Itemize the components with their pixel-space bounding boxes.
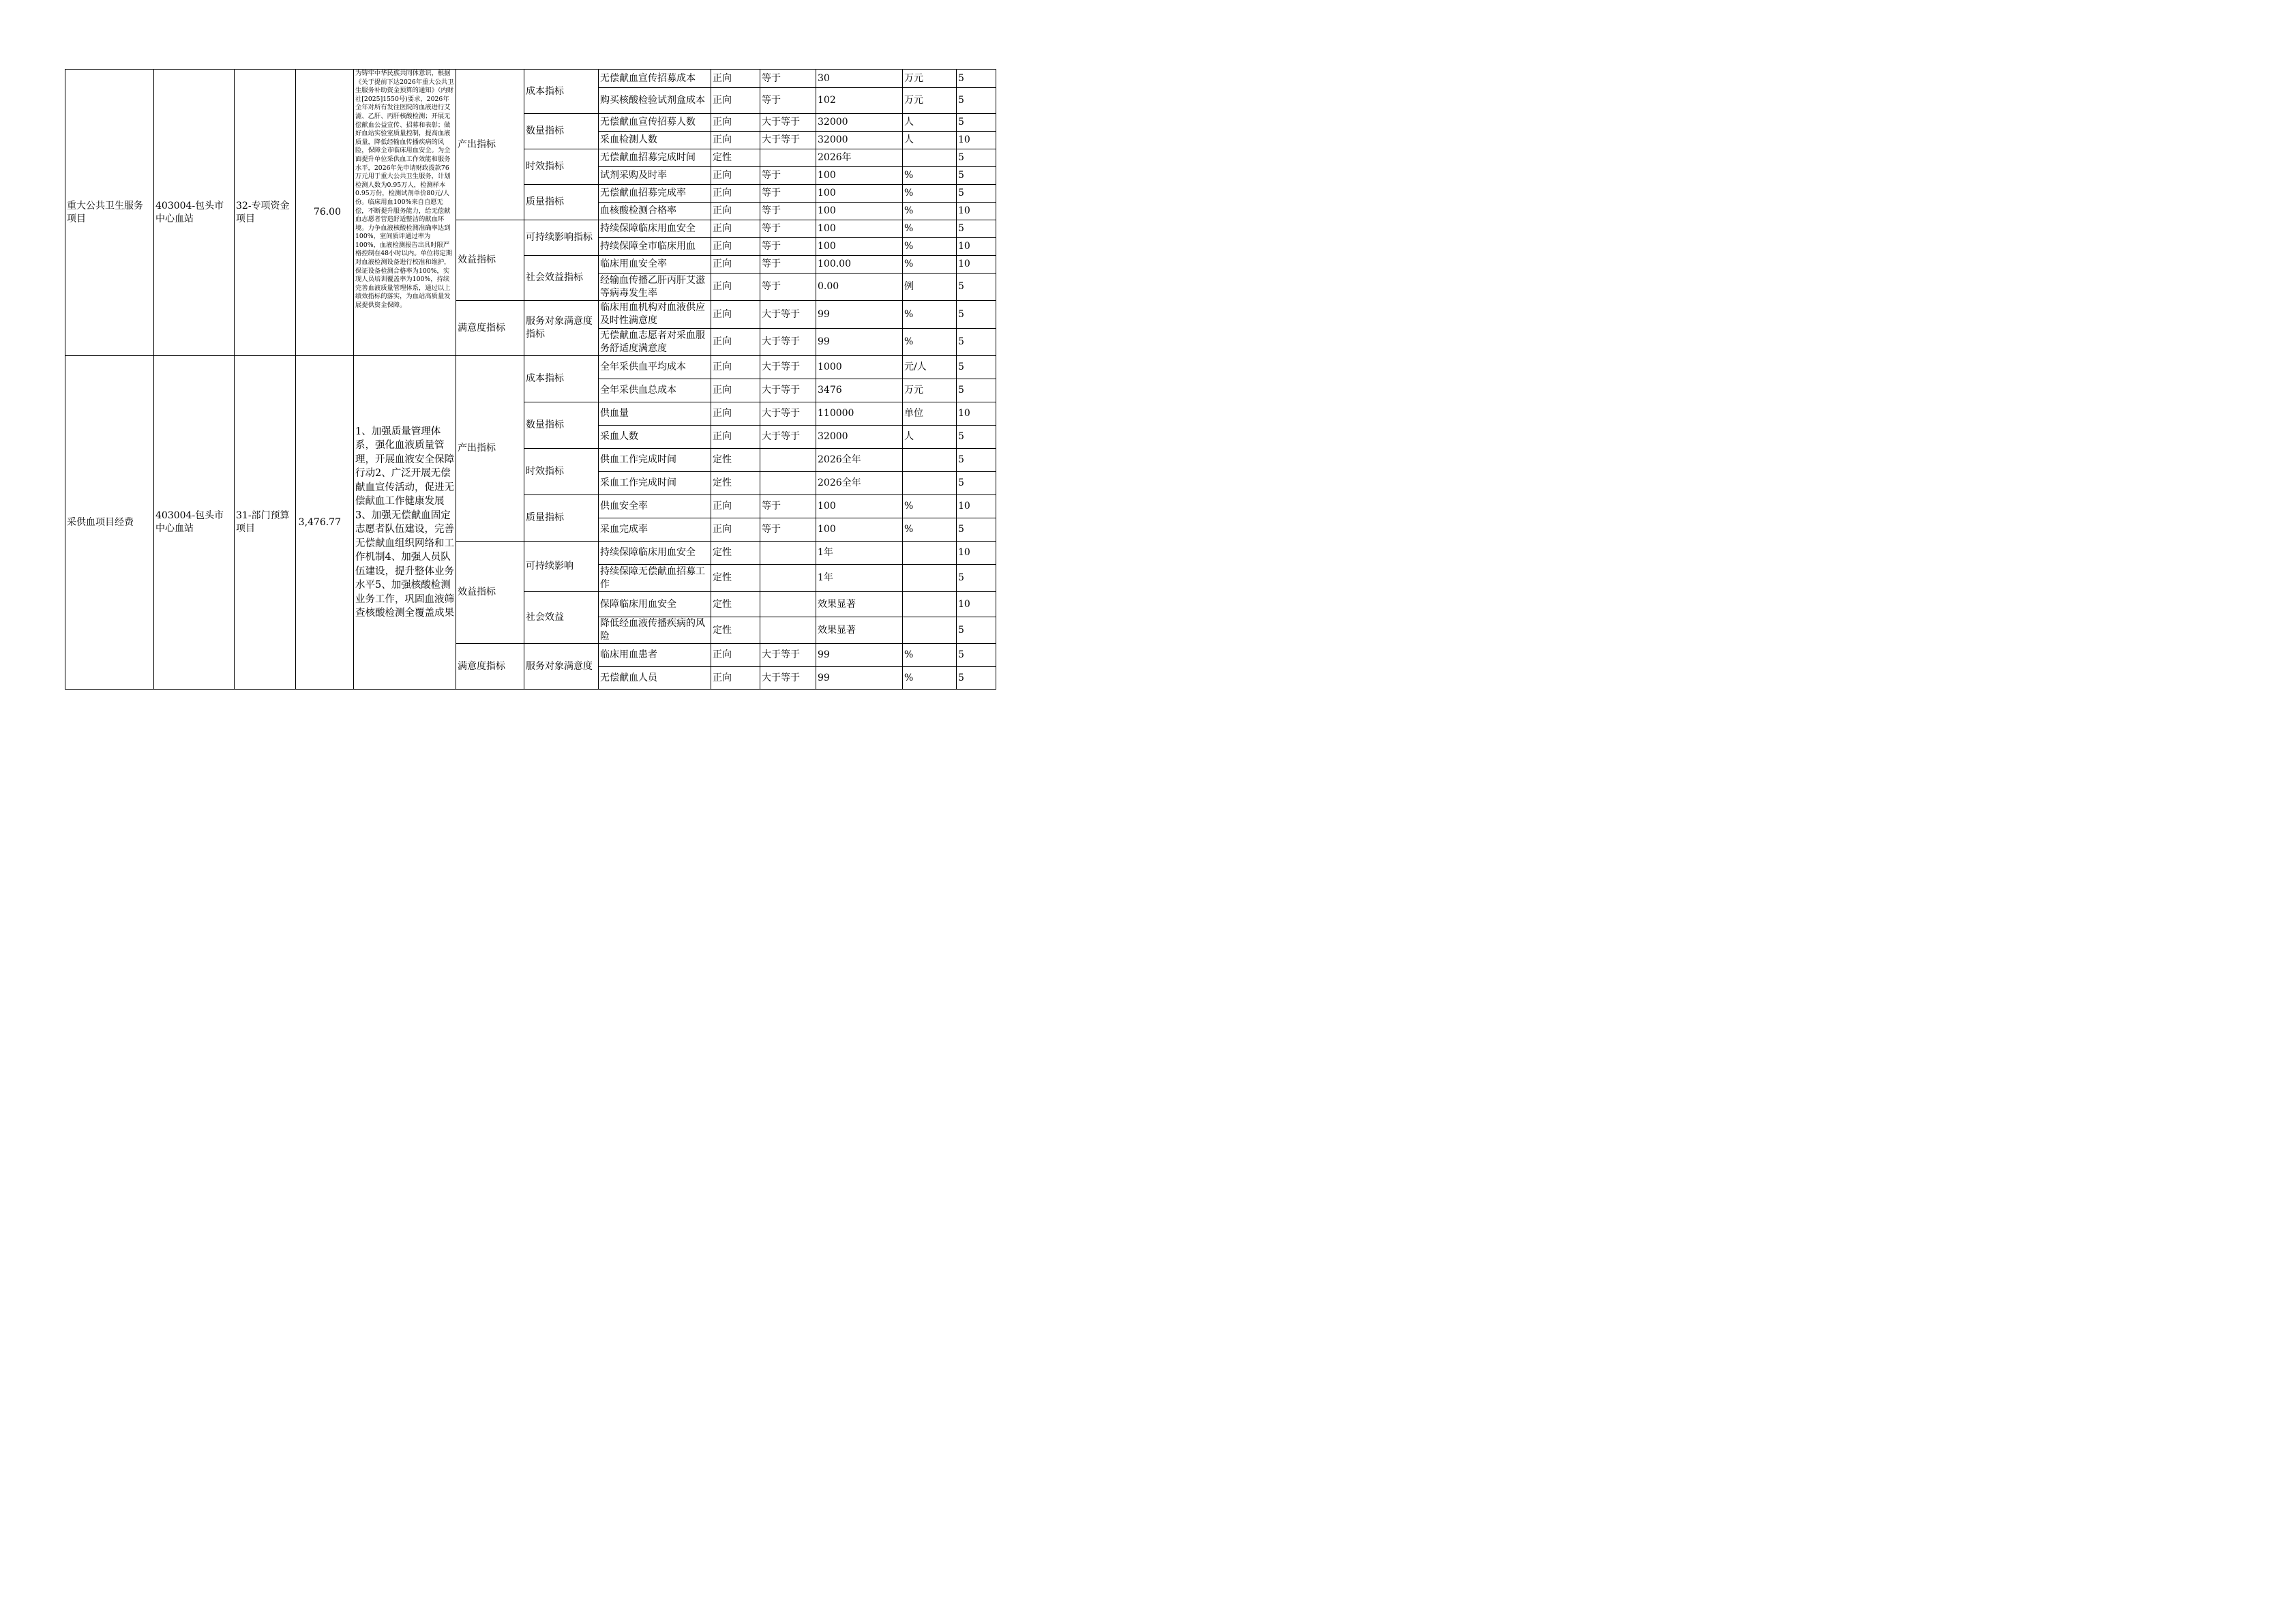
indicator-name: 无偿献血招募完成率: [599, 185, 711, 203]
project-goal: 1、加强质量管理体系，强化血液质量管理，开展血液安全保障行动2、广泛开展无偿献血宣传活动，促进无偿献血工作健康发展3、加强无偿献血固定志愿者队伍建设，完善无偿献血组织网络和工作机制4、加强人员队伍建设，提升整体业务水平5、加强核酸检测业务工作，巩固血液筛查核酸检测全覆盖成果: [354, 356, 456, 690]
indicator-value: 100: [816, 518, 903, 542]
project-unit: 403004-包头市中心血站: [154, 70, 235, 356]
project-name: 采供血项目经费: [65, 356, 154, 690]
indicator-weight: 10: [957, 542, 996, 565]
indicator-value: 效果显著: [816, 592, 903, 617]
indicator-unit: %: [903, 167, 957, 185]
indicator-value: 2026年: [816, 149, 903, 167]
level2-indicator: 社会效益: [524, 592, 599, 644]
indicator-unit: [903, 149, 957, 167]
indicator-weight: 10: [957, 592, 996, 617]
indicator-weight: 10: [957, 132, 996, 149]
indicator-name: 无偿献血宣传招募人数: [599, 114, 711, 132]
indicator-operator: 大于等于: [760, 132, 816, 149]
indicator-weight: 5: [957, 220, 996, 238]
project-amount: 3,476.77: [296, 356, 354, 690]
indicator-value: 2026全年: [816, 449, 903, 472]
indicator-value: 110000: [816, 402, 903, 426]
indicator-direction: 正向: [711, 274, 760, 301]
indicator-value: 100: [816, 185, 903, 203]
performance-goal-table: [65, 69, 996, 690]
indicator-weight: 10: [957, 238, 996, 256]
indicator-direction: 定性: [711, 449, 760, 472]
indicator-weight: 10: [957, 203, 996, 220]
indicator-value: 100: [816, 495, 903, 518]
indicator-value: 99: [816, 301, 903, 329]
indicator-unit: %: [903, 256, 957, 274]
indicator-operator: 大于等于: [760, 114, 816, 132]
indicator-value: 99: [816, 644, 903, 667]
level1-indicator: 满意度指标: [456, 644, 524, 690]
level2-indicator: 数量指标: [524, 402, 599, 449]
indicator-value: 99: [816, 667, 903, 690]
table-row: [65, 70, 996, 88]
indicator-name: 无偿献血志愿者对采血服务舒适度满意度: [599, 329, 711, 356]
project-amount: 76.00: [296, 70, 354, 356]
indicator-weight: 5: [957, 185, 996, 203]
level2-indicator: 时效指标: [524, 449, 599, 495]
indicator-unit: 单位: [903, 402, 957, 426]
indicator-value: 102: [816, 88, 903, 114]
indicator-operator: [760, 149, 816, 167]
level2-indicator: 服务对象满意度指标: [524, 301, 599, 356]
indicator-weight: 10: [957, 495, 996, 518]
indicator-name: 采血工作完成时间: [599, 472, 711, 495]
indicator-value: 3476: [816, 379, 903, 402]
indicator-operator: 等于: [760, 256, 816, 274]
indicator-unit: %: [903, 329, 957, 356]
indicator-name: 临床用血患者: [599, 644, 711, 667]
level2-indicator: 成本指标: [524, 356, 599, 402]
indicator-name: 采血人数: [599, 426, 711, 449]
indicator-unit: 人: [903, 114, 957, 132]
level2-indicator: 时效指标: [524, 149, 599, 185]
indicator-weight: 10: [957, 256, 996, 274]
indicator-name: 试剂采购及时率: [599, 167, 711, 185]
indicator-direction: 定性: [711, 542, 760, 565]
indicator-unit: 万元: [903, 379, 957, 402]
level1-indicator: 满意度指标: [456, 301, 524, 356]
indicator-name: 临床用血机构对血液供应及时性满意度: [599, 301, 711, 329]
indicator-value: 1年: [816, 542, 903, 565]
indicator-name: 无偿献血招募完成时间: [599, 149, 711, 167]
project-unit: 403004-包头市中心血站: [154, 356, 235, 690]
indicator-name: 持续保障临床用血安全: [599, 220, 711, 238]
level2-indicator: 服务对象满意度: [524, 644, 599, 690]
indicator-direction: 正向: [711, 185, 760, 203]
indicator-direction: 正向: [711, 256, 760, 274]
indicator-name: 保障临床用血安全: [599, 592, 711, 617]
indicator-direction: 正向: [711, 329, 760, 356]
indicator-name: 无偿献血宣传招募成本: [599, 70, 711, 88]
indicator-name: 采血完成率: [599, 518, 711, 542]
indicator-unit: %: [903, 644, 957, 667]
indicator-value: 1000: [816, 356, 903, 379]
indicator-name: 持续保障临床用血安全: [599, 542, 711, 565]
indicator-operator: 等于: [760, 203, 816, 220]
indicator-unit: [903, 565, 957, 592]
indicator-operator: 大于等于: [760, 329, 816, 356]
indicator-name: 供血工作完成时间: [599, 449, 711, 472]
indicator-value: 100: [816, 167, 903, 185]
indicator-name: 持续保障全市临床用血: [599, 238, 711, 256]
indicator-operator: 大于等于: [760, 379, 816, 402]
indicator-name: 供血安全率: [599, 495, 711, 518]
indicator-name: 临床用血安全率: [599, 256, 711, 274]
level2-indicator: 社会效益指标: [524, 256, 599, 301]
indicator-operator: [760, 565, 816, 592]
indicator-direction: 正向: [711, 356, 760, 379]
indicator-direction: 正向: [711, 70, 760, 88]
indicator-operator: [760, 617, 816, 644]
indicator-unit: %: [903, 301, 957, 329]
level2-indicator: 可持续影响: [524, 542, 599, 592]
indicator-value: 32000: [816, 426, 903, 449]
indicator-operator: 等于: [760, 167, 816, 185]
indicator-operator: 等于: [760, 220, 816, 238]
indicator-weight: 5: [957, 356, 996, 379]
indicator-operator: 大于等于: [760, 356, 816, 379]
indicator-direction: 正向: [711, 379, 760, 402]
indicator-operator: 等于: [760, 88, 816, 114]
indicator-unit: 人: [903, 132, 957, 149]
indicator-operator: [760, 472, 816, 495]
indicator-unit: [903, 592, 957, 617]
indicator-name: 降低经血液传播疾病的风险: [599, 617, 711, 644]
indicator-operator: 等于: [760, 274, 816, 301]
indicator-weight: 5: [957, 426, 996, 449]
indicator-direction: 正向: [711, 402, 760, 426]
indicator-direction: 正向: [711, 518, 760, 542]
indicator-weight: 5: [957, 644, 996, 667]
indicator-value: 99: [816, 329, 903, 356]
indicator-weight: 5: [957, 274, 996, 301]
indicator-weight: 5: [957, 449, 996, 472]
project-type: 32-专项资金项目: [235, 70, 296, 356]
indicator-weight: 5: [957, 149, 996, 167]
indicator-operator: [760, 542, 816, 565]
indicator-direction: 定性: [711, 149, 760, 167]
indicator-unit: [903, 617, 957, 644]
indicator-value: 100: [816, 220, 903, 238]
indicator-value: 100.00: [816, 256, 903, 274]
indicator-direction: 正向: [711, 301, 760, 329]
project-goal: 为铸牢中华民族共同体意识，根据《关于提前下达2026年重大公共卫生服务补助资金预算的通知》（内财社[2025]1550号)要求，2026年全年对所有发往医院的血液进行艾滋、乙肝、丙肝核酸检测；开展无偿献血公益宣传、招募和表彰；做好血站实验室质量控制，提高血液质量，降低经输血传播疾病的风险，保障全市临床用血安全。为全面提升单位采供血工作效能和服务水平，2026年先申请财政拨款76万元用于重大公共卫生服务，计划检测人数为0.95万人，检测样本0.95万份，检测试剂单价80元/人份。临床用血100%来自自愿无偿，不断提升服务能力，给无偿献血志愿者营造舒适整洁的献血环境。力争血液核酸检测准确率达到100%，室间质评通过率为100%，血液检测报告出具时限严格控制在48小时以内。单位将定期对血液检测设备进行校准和维护，保证设备检测合格率为100%，实现人员培训覆盖率为100%，持续完善血液质量管理体系，通过以上绩效指标的落实，为血站高质量发展提供资金保障。: [354, 70, 456, 356]
indicator-name: 供血量: [599, 402, 711, 426]
indicator-value: 32000: [816, 114, 903, 132]
indicator-direction: 正向: [711, 132, 760, 149]
indicator-direction: 正向: [711, 167, 760, 185]
indicator-direction: 正向: [711, 88, 760, 114]
level1-indicator: 产出指标: [456, 70, 524, 220]
level2-indicator: 成本指标: [524, 70, 599, 114]
indicator-value: 效果显著: [816, 617, 903, 644]
indicator-unit: %: [903, 220, 957, 238]
indicator-weight: 5: [957, 379, 996, 402]
indicator-operator: 等于: [760, 495, 816, 518]
indicator-unit: %: [903, 667, 957, 690]
indicator-value: 100: [816, 238, 903, 256]
indicator-unit: %: [903, 518, 957, 542]
indicator-name: 无偿献血人员: [599, 667, 711, 690]
indicator-direction: 定性: [711, 617, 760, 644]
indicator-unit: %: [903, 185, 957, 203]
indicator-direction: 定性: [711, 565, 760, 592]
indicator-operator: 大于等于: [760, 667, 816, 690]
level1-indicator: 效益指标: [456, 542, 524, 644]
indicator-direction: 正向: [711, 667, 760, 690]
indicator-unit: %: [903, 203, 957, 220]
level2-indicator: 质量指标: [524, 495, 599, 542]
indicator-value: 1年: [816, 565, 903, 592]
project-type: 31-部门预算项目: [235, 356, 296, 690]
indicator-name: 持续保障无偿献血招募工作: [599, 565, 711, 592]
indicator-weight: 5: [957, 167, 996, 185]
indicator-unit: %: [903, 238, 957, 256]
level1-indicator: 产出指标: [456, 356, 524, 542]
indicator-direction: 正向: [711, 644, 760, 667]
indicator-unit: [903, 449, 957, 472]
indicator-operator: 等于: [760, 238, 816, 256]
indicator-operator: 等于: [760, 518, 816, 542]
indicator-weight: 10: [957, 402, 996, 426]
indicator-weight: 5: [957, 518, 996, 542]
indicator-direction: 正向: [711, 220, 760, 238]
indicator-direction: 正向: [711, 114, 760, 132]
indicator-weight: 5: [957, 70, 996, 88]
indicator-direction: 定性: [711, 592, 760, 617]
indicator-weight: 5: [957, 301, 996, 329]
indicator-value: 0.00: [816, 274, 903, 301]
indicator-direction: 正向: [711, 426, 760, 449]
indicator-unit: 例: [903, 274, 957, 301]
indicator-operator: 大于等于: [760, 301, 816, 329]
indicator-direction: 正向: [711, 495, 760, 518]
indicator-operator: [760, 592, 816, 617]
indicator-name: 血核酸检测合格率: [599, 203, 711, 220]
indicator-weight: 5: [957, 114, 996, 132]
indicator-direction: 定性: [711, 472, 760, 495]
indicator-weight: 5: [957, 472, 996, 495]
level2-indicator: 质量指标: [524, 185, 599, 220]
indicator-weight: 5: [957, 329, 996, 356]
indicator-name: 全年采供血总成本: [599, 379, 711, 402]
level2-indicator: 数量指标: [524, 114, 599, 149]
indicator-value: 32000: [816, 132, 903, 149]
indicator-unit: %: [903, 495, 957, 518]
indicator-value: 30: [816, 70, 903, 88]
level2-indicator: 可持续影响指标: [524, 220, 599, 256]
indicator-value: 100: [816, 203, 903, 220]
indicator-value: 2026全年: [816, 472, 903, 495]
indicator-direction: 正向: [711, 203, 760, 220]
indicator-unit: [903, 472, 957, 495]
table-row: [65, 356, 996, 379]
indicator-weight: 5: [957, 565, 996, 592]
level1-indicator: 效益指标: [456, 220, 524, 301]
indicator-weight: 5: [957, 667, 996, 690]
indicator-unit: [903, 542, 957, 565]
indicator-name: 经输血传播乙肝丙肝艾滋等病毒发生率: [599, 274, 711, 301]
indicator-unit: 元/人: [903, 356, 957, 379]
indicator-operator: 等于: [760, 185, 816, 203]
indicator-operator: 等于: [760, 70, 816, 88]
indicator-name: 采血检测人数: [599, 132, 711, 149]
indicator-weight: 5: [957, 617, 996, 644]
indicator-name: 全年采供血平均成本: [599, 356, 711, 379]
indicator-operator: 大于等于: [760, 426, 816, 449]
indicator-unit: 万元: [903, 70, 957, 88]
indicator-name: 购买核酸检验试剂盒成本: [599, 88, 711, 114]
indicator-operator: 大于等于: [760, 644, 816, 667]
indicator-operator: [760, 449, 816, 472]
indicator-operator: 大于等于: [760, 402, 816, 426]
indicator-direction: 正向: [711, 238, 760, 256]
indicator-unit: 万元: [903, 88, 957, 114]
indicator-unit: 人: [903, 426, 957, 449]
project-name: 重大公共卫生服务项目: [65, 70, 154, 356]
indicator-weight: 5: [957, 88, 996, 114]
